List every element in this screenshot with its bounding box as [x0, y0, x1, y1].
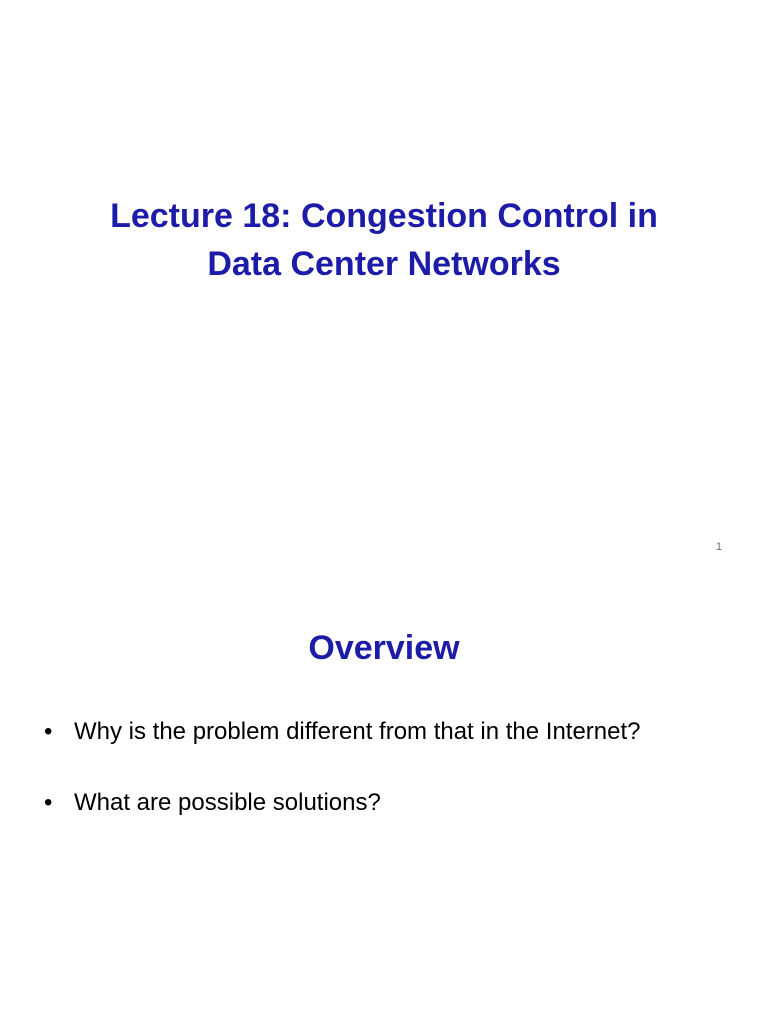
bullet-list [44, 716, 704, 858]
bullet-icon: • [44, 789, 53, 816]
page-number: 1 [715, 541, 722, 553]
lecture-title [0, 192, 768, 288]
slide-2 [0, 576, 768, 1024]
bullet-item [44, 716, 704, 747]
lecture-title-line-2: Data Center Networks [207, 245, 561, 283]
lecture-title-line-1: Lecture 18: Congestion Control in [110, 197, 658, 235]
bullet-icon: • [44, 718, 53, 745]
bullet-text: Why is the problem different from that in the Internet? [74, 718, 641, 745]
bullet-text: What are possible solutions? [74, 789, 381, 816]
bullet-item [44, 787, 704, 818]
overview-title: Overview [308, 629, 460, 667]
